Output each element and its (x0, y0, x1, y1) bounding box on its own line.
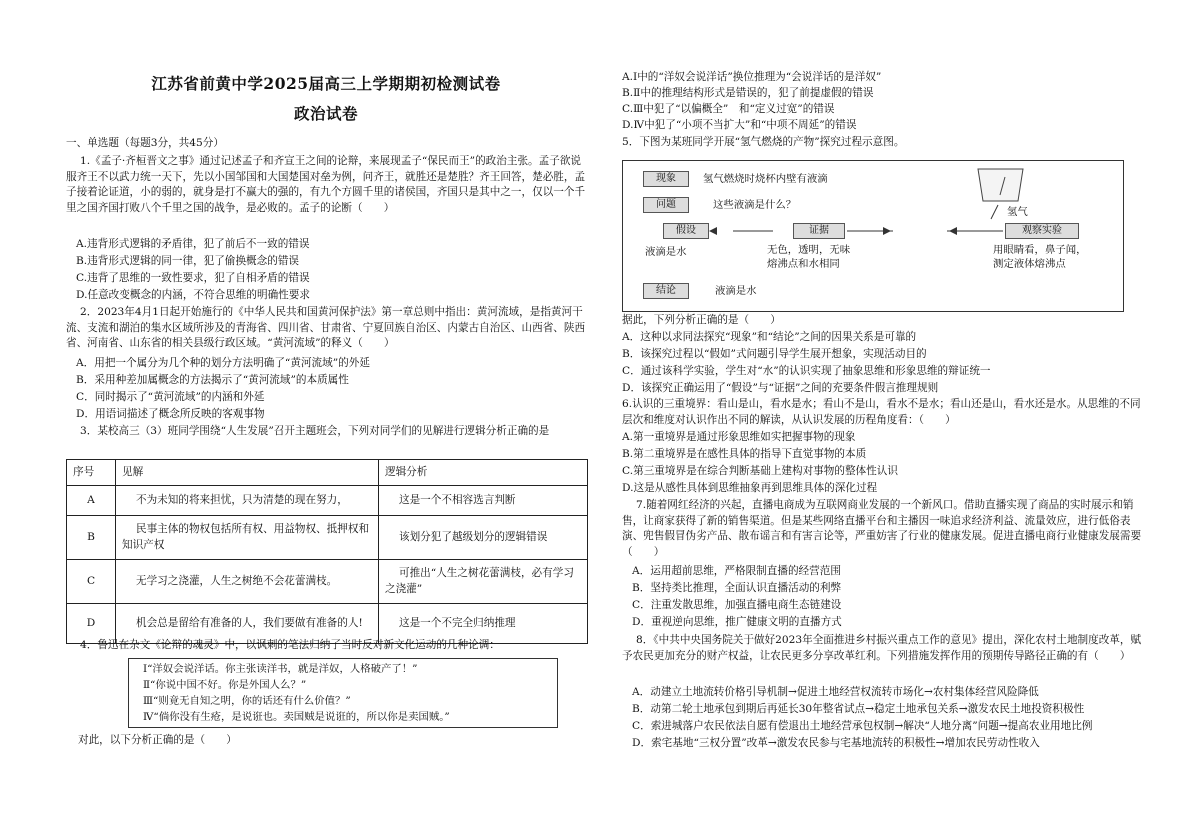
q5-option-d: D．该探究正确运用了“假设”与“证据”之间的充要条件假言推理规则 (622, 382, 939, 394)
phenomenon-label: 现象 (643, 171, 689, 187)
arrow-head (709, 227, 717, 235)
hypothesis-label: 假设 (663, 223, 709, 239)
quote-line: Ⅱ“你说中国不好。你是外国人么？” (143, 679, 307, 691)
section-heading: 一、单选题（每题3分，共45分） (66, 137, 224, 149)
conclusion-label: 结论 (643, 283, 689, 299)
gas-pointer-icon (991, 205, 998, 219)
table-cell: A (67, 486, 116, 516)
table-row (67, 560, 588, 604)
gas-label: 氢气 (1007, 206, 1028, 218)
q4-option-c: C.Ⅲ中犯了“以偏概全” 和“定义过宽”的错误 (622, 103, 835, 115)
observe-line: 用眼睛看，鼻子闻， (993, 244, 1087, 256)
q6-option-b: B.第二重境界是在感性具体的指导下直觉事物的本质 (622, 448, 867, 460)
q2-option-a: A．用把一个属分为几个种的划分方法明确了“黄河流域”的外延 (76, 357, 370, 369)
q4-quote-box (128, 658, 558, 728)
q6-option-a: A.第一重境界是通过形象思维如实把握事物的现象 (622, 431, 856, 443)
phenomenon-text: 氢气燃烧时烧杯内壁有液滴 (703, 173, 828, 185)
table-row (67, 486, 588, 516)
q6-stem: 6.认识的三重境界：看山是山，看水是水；看山不是山，看水不是水；看山还是山，看水还是水。从思维的不同层次和维度对认识作出不同的解读，从认识发展的历程角度看：（ ） (622, 398, 1141, 426)
exam-subject: 政治试卷 (293, 104, 358, 123)
q1-option-d: D.任意改变概念的内涵，不符合思维的明确性要求 (76, 289, 310, 301)
q7-option-a: A．运用超前思维，严格限制直播的经营范围 (632, 565, 841, 577)
table-cell: 这是一个不相容选言判断 (379, 486, 588, 516)
question-text: 这些液滴是什么？ (713, 199, 797, 211)
table-header-row (67, 460, 588, 486)
table-cell: 不为未知的将来担忧，只为清楚的现在努力， (116, 486, 379, 516)
q4-option-d: D.Ⅳ中犯了“小项不当扩大”和“中项不周延”的错误 (622, 119, 857, 131)
q5-stem: 5．下图为某班同学开展“氢气燃烧的产物”探究过程示意图。 (622, 136, 905, 148)
q5-option-c: C．通过该科学实验，学生对“水”的认识实现了抽象思维和形象思维的辩证统一 (622, 365, 991, 377)
q5-inquiry-diagram (622, 160, 1124, 312)
observe-label: 观察实验 (1005, 223, 1079, 239)
q1-option-c: C.违背了思维的一致性要求，犯了自相矛盾的错误 (76, 272, 310, 284)
table-header: 见解 (116, 460, 379, 486)
q5-option-a: A．这种以求同法探究“现象”和“结论”之间的因果关系是可靠的 (622, 331, 917, 343)
q2-option-d: D．用语词描述了概念所反映的客观事物 (76, 408, 265, 420)
table-header: 逻辑分析 (379, 460, 588, 486)
table-cell: 机会总是留给有准备的人，我们要做有准备的人! (116, 604, 379, 644)
table-cell: C (67, 560, 116, 604)
q4-stem: 4．鲁迅在杂文《论辩的魂灵》中，以讽刺的笔法归纳了当时反对新文化运动的几种论调： (80, 639, 500, 651)
arrow-head (883, 227, 891, 235)
q4-question: 对此，以下分析正确的是（ ） (78, 734, 237, 746)
q7-option-b: B．坚持类比推理，全面认识直播活动的利弊 (632, 582, 842, 594)
quote-line: Ⅲ“则竟无自知之明，你的话还有什么价值？” (143, 695, 351, 707)
table-cell: D (67, 604, 116, 644)
arrow-head (949, 227, 957, 235)
table-cell: 这是一个不完全归纳推理 (379, 604, 588, 644)
hypothesis-text: 液滴是水 (645, 246, 687, 258)
table-cell: 该划分犯了越级划分的逻辑错误 (379, 516, 588, 560)
q1-option-a: A.违背形式逻辑的矛盾律，犯了前后不一致的错误 (76, 238, 310, 250)
q7-stem: 7.随着网红经济的兴起，直播电商成为互联网商业发展的一个新风口。借助直播实现了商品的实时展示和销售，让商家获得了新的销售渠道。但是某些网络直播平台和主播因一味追求经济利益、流量效应，进行低俗表演、兜售假冒伪劣产品、散布谣言和有害言论等，严重妨害了行业的健康发展。促进直播电商行业健康发展需要（ ） (622, 499, 1142, 558)
quote-line: Ⅰ“洋奴会说洋话。你主张读洋书，就是洋奴，人格破产了！” (143, 663, 418, 675)
beaker-icon (978, 169, 1023, 201)
quote-line: Ⅳ“倘你没有生疮，是说诳也。卖国贼是说诳的，所以你是卖国贼。” (143, 711, 450, 723)
question-label: 问题 (643, 197, 689, 213)
table-cell: B (67, 516, 116, 560)
q7-option-c: C．注重发散思维，加强直播电商生态链建设 (632, 599, 842, 611)
q8-option-d: D．索宅基地“三权分置”改革→激发农民参与宅基地流转的积极性→增加农民劳动性收入 (632, 737, 1040, 749)
table-cell: 可推出“人生之树花蕾满枝，必有学习之浇灌” (379, 560, 588, 604)
q2-option-b: B．采用种差加属概念的方法揭示了“黄河流域”的本质属性 (76, 374, 349, 386)
evidence-label: 证据 (793, 223, 845, 239)
q2-option-c: C．同时揭示了“黄河流域”的内涵和外延 (76, 391, 265, 403)
table-cell: 无学习之浇灌，人生之树绝不会花蕾满枝。 (116, 560, 379, 604)
conclusion-text: 液滴是水 (715, 285, 757, 297)
table-cell: 民事主体的物权包括所有权、用益物权、抵押权和知识产权 (116, 516, 379, 560)
q1-option-b: B.违背形式逻辑的同一律，犯了偷换概念的错误 (76, 255, 300, 267)
q2-stem: 2．2023年4月1日起开始施行的《中华人民共和国黄河保护法》第一章总则中指出：黄河流域，是指黄河干流、支流和湖泊的集水区域所涉及的青海省、四川省、甘肃省、宁夏回族自治区、内蒙古自治区、山西省、陕西省、河南省、山东省的相关县级行政区域。“黄河流域”的释义（ ） (66, 306, 586, 349)
q8-option-c: C．索进城落户农民依法自愿有偿退出土地经营承包权制→解决“人地分离”问题→提高农业用地比例 (632, 720, 1093, 732)
q5-question: 据此，下列分析正确的是（ ） (622, 314, 781, 326)
q8-stem: 8．《中共中央国务院关于做好2023年全面推进乡村振兴重点工作的意见》提出，深化农村土地制度改革，赋予农民更加充分的财产权益，让农民更多分享改革红利。下列措施发挥作用的预期传导路径正确的有（ ） (622, 634, 1142, 662)
observe-line: 测定液体熔沸点 (993, 258, 1066, 270)
q6-option-d: D.这是从感性具体到思维抽象再到思维具体的深化过程 (622, 482, 878, 494)
q7-option-d: D．重视逆向思维，推广健康文明的直播方式 (632, 616, 842, 628)
q4-option-b: B.Ⅱ中的推理结构形式是错误的，犯了前提虚假的错误 (622, 87, 874, 99)
q5-option-b: B．该探究过程以“假如”式问题引导学生展开想象，实现活动目的 (622, 348, 927, 360)
q6-option-c: C.第三重境界是在综合判断基础上建构对事物的整体性认识 (622, 465, 898, 477)
table-header: 序号 (67, 460, 116, 486)
q3-stem: 3．某校高三（3）班同学围绕“人生发展”召开主题班会，下列对同学们的见解进行逻辑分析正确的是 (80, 425, 550, 437)
q8-option-a: A．动建立土地流转价格引导机制→促进土地经营权流转市场化→农村集体经营风险降低 (632, 686, 1039, 698)
table-row (67, 516, 588, 560)
evidence-line: 无色，透明，无味 (767, 244, 851, 256)
evidence-line: 熔沸点和水相同 (767, 258, 840, 270)
q3-analysis-table (66, 459, 588, 644)
q4-option-a: A.Ⅰ中的“洋奴会说洋话”换位推理为“会说洋话的是洋奴” (622, 71, 882, 83)
q1-stem: 1.《孟子·齐桓晋文之事》通过记述孟子和齐宣王之间的论辩，来展现孟子“保民而王”的政治主张。孟子欲说服齐王不以武力统一天下，先以小国邹国和大国楚国对垒为例，问齐王，就胜还是楚胜？齐王回答，楚必胜，孟子接着论证道，小的弱的，就身是打不赢大的强的，有九个方圆千里的诸侯国，齐国只是其中之一，仅以一个千里之国齐国打败八个千里之国的战争，是必败的。孟子的论断（ ） (66, 155, 586, 214)
exam-title: 江苏省前黄中学2025届高三上学期期初检测试卷 (151, 74, 501, 93)
q8-option-b: B．动第二轮土地承包到期后再延长30年整省试点→稳定土地承包关系→激发农民土地投资积极性 (632, 703, 1085, 715)
